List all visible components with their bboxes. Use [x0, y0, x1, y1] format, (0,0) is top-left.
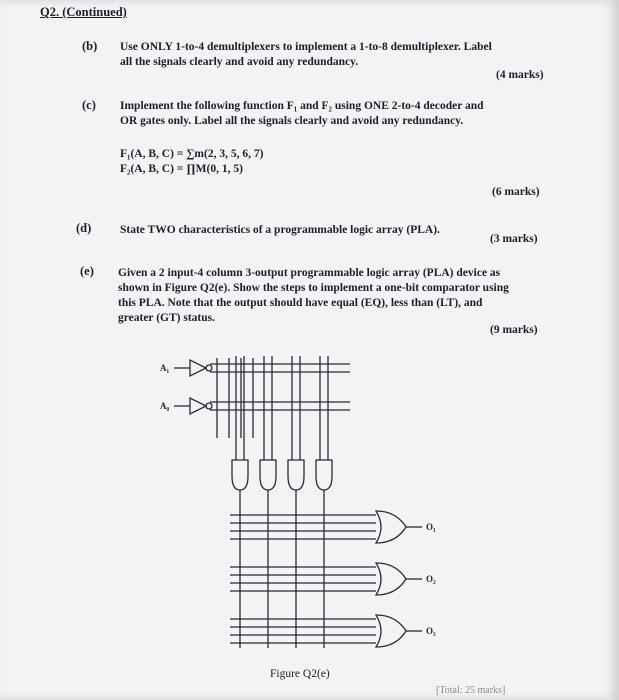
part-e-label: (e) [80, 264, 94, 278]
part-b-marks: (4 marks) [496, 69, 544, 81]
product-term-lines [240, 490, 324, 648]
part-c-line2: OR gates only. Label all the signals clearly and avoid any redundancy. [120, 115, 464, 127]
and-plane-lines [210, 364, 350, 410]
pla-figure [150, 348, 450, 648]
figure-caption: Figure Q2(e) [270, 668, 330, 680]
and-gate-2 [260, 460, 276, 490]
or-gate-1 [376, 511, 406, 543]
part-b-line1: Use ONLY 1-to-4 demultiplexers to implement a 1-to-8 demultiplexer. Label [120, 41, 492, 53]
and-gate-4 [316, 460, 332, 490]
part-e-line2: shown in Figure Q2(e). Show the steps to implement a one-bit comparator using [118, 282, 509, 294]
part-d-marks: (3 marks) [490, 233, 538, 245]
and-gate-3 [288, 460, 304, 490]
or-gate-2 [376, 563, 406, 595]
part-b-label: (b) [82, 39, 98, 53]
part-e-line3: this PLA. Note that the output should have equal (EQ), less than (LT), and [118, 297, 483, 309]
input-a0-buffer [190, 398, 206, 414]
and-gate-1 [232, 460, 248, 490]
part-e-line4: greater (GT) status. [118, 312, 215, 324]
part-b-line2: all the signals clearly and avoid any redundancy. [120, 56, 359, 68]
question-heading: Q2. (Continued) [40, 5, 127, 19]
pla-diagram [150, 348, 450, 648]
function-f1: F₁(A, B, C) = ∑m(2, 3, 5, 6, 7) [120, 148, 264, 160]
input-a1-buffer [190, 360, 206, 376]
part-e-line1: Given a 2 input-4 column 3-output programmable logic array (PLA) device as [118, 267, 501, 279]
or-plane-lines [230, 515, 376, 643]
part-d-label: (d) [76, 221, 92, 235]
output-label-o1: O₁ [426, 522, 436, 532]
function-f2: F₂(A, B, C) = ∏M(0, 1, 5) [120, 163, 243, 175]
or-gate-3 [376, 615, 406, 647]
input-label-a1: A₁ [160, 363, 170, 373]
total-marks: [Total: 25 marks] [436, 685, 506, 696]
literal-lines [217, 358, 253, 438]
output-label-o2: O₂ [426, 574, 436, 584]
part-c-label: (c) [82, 98, 96, 112]
part-c-line1: Implement the following function F₁ and F₂ using ONE 2-to-4 decoder and [120, 100, 484, 112]
part-c-marks: (6 marks) [492, 186, 540, 198]
input-label-a0: A₀ [160, 401, 170, 411]
part-e-marks: (9 marks) [490, 324, 538, 336]
output-label-o3: O₃ [426, 626, 436, 636]
part-d-text: State TWO characteristics of a programmable logic array (PLA). [120, 224, 440, 236]
